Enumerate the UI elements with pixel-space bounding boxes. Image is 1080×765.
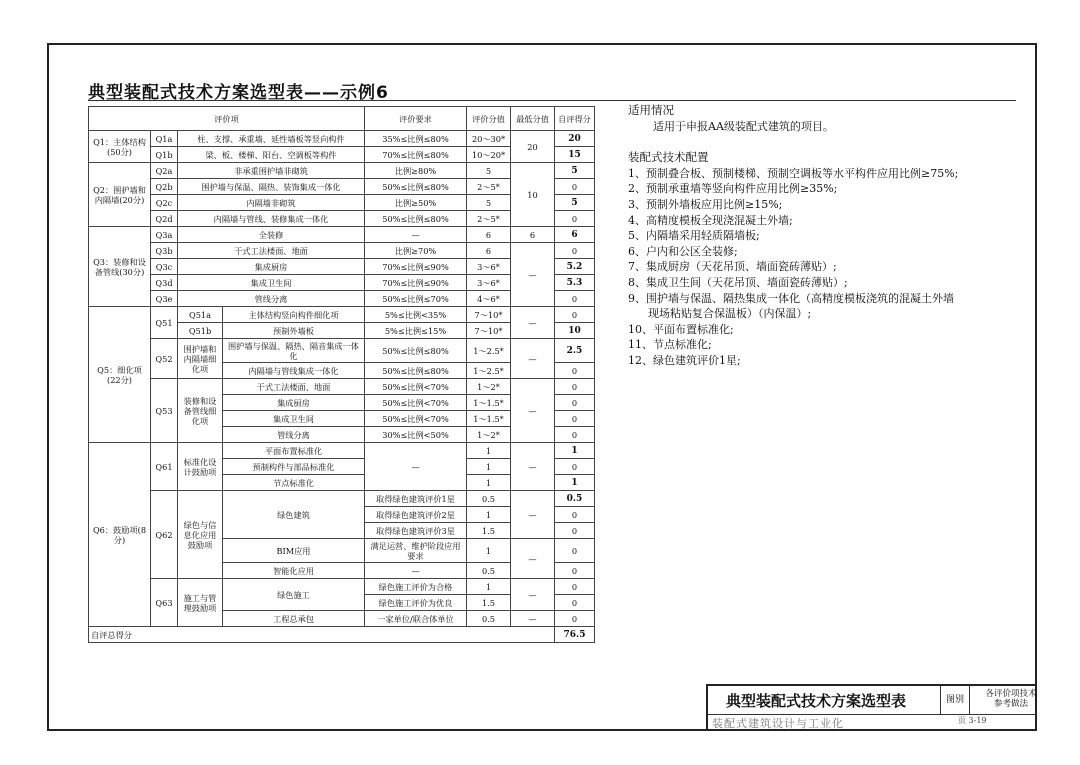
item-req: 50%≤比例≤80% — [365, 339, 467, 363]
item-score: 2～5* — [467, 179, 511, 195]
item-code: Q61 — [151, 443, 178, 491]
table-row — [89, 163, 595, 179]
header-min: 最低分值 — [511, 107, 555, 131]
item-self: 0 — [555, 243, 595, 259]
item-self: 0 — [555, 595, 595, 611]
item-code: Q51a — [178, 307, 223, 323]
item-score: 5 — [467, 195, 511, 211]
item-name: 柱、支撑、承重墙、延性墙板等竖向构件 — [178, 131, 365, 147]
item-self: 0 — [555, 427, 595, 443]
item-score: 7～10* — [467, 323, 511, 339]
item-self: 5 — [555, 163, 595, 179]
config-item: 2、预制承重墙等竖向构件应用比例≥35%; — [628, 182, 838, 196]
item-name: 工程总承包 — [223, 611, 365, 627]
item-req: 比例≥80% — [365, 163, 467, 179]
item-code: Q3b — [151, 243, 178, 259]
applicable-heading: 适用情况 — [628, 103, 674, 117]
item-req: 取得绿色建筑评价3星 — [365, 523, 467, 539]
item-req: 35%≤比例≤80% — [365, 131, 467, 147]
item-req: 比例≥50% — [365, 195, 467, 211]
selection-table — [88, 106, 595, 643]
title-underline — [88, 100, 1016, 101]
item-score: 1～2* — [467, 379, 511, 395]
item-self: 0 — [555, 507, 595, 523]
item-req: 70%≤比例≤80% — [365, 147, 467, 163]
item-score: 1 — [467, 459, 511, 475]
table-header-row — [89, 107, 595, 131]
item-name: 管线分离 — [178, 291, 365, 307]
item-score: 0.5 — [467, 611, 511, 627]
item-code: Q2c — [151, 195, 178, 211]
item-score: 1.5 — [467, 595, 511, 611]
item-req: — — [365, 443, 467, 491]
page-number: 页 3-19 — [958, 716, 987, 725]
item-min: — — [511, 307, 555, 339]
item-name: BIM应用 — [223, 539, 365, 563]
table-row — [89, 443, 595, 459]
item-score: 1 — [467, 507, 511, 523]
item-code: Q2d — [151, 211, 178, 227]
item-min: — — [511, 579, 555, 611]
item-score: 2～5* — [467, 211, 511, 227]
item-name: 节点标准化 — [223, 475, 365, 491]
item-self: 15 — [555, 147, 595, 163]
item-code: Q62 — [151, 491, 178, 579]
group-label: Q6：鼓励项(8分) — [89, 443, 151, 627]
item-req: 50%≤比例<70% — [365, 379, 467, 395]
watermark: 装配式建筑设计与工业化 — [712, 717, 844, 730]
item-self: 10 — [555, 323, 595, 339]
item-min: — — [511, 539, 555, 579]
item-name: 梁、板、楼梯、阳台、空调板等构件 — [178, 147, 365, 163]
table-row — [89, 307, 595, 323]
item-code: Q51b — [178, 323, 223, 339]
item-req: 70%≤比例≤90% — [365, 259, 467, 275]
item-code: Q1a — [151, 131, 178, 147]
item-self: 0 — [555, 611, 595, 627]
item-self: 0 — [555, 363, 595, 379]
item-req: 50%≤比例≤80% — [365, 179, 467, 195]
header-item: 评价项 — [89, 107, 365, 131]
item-code: Q52 — [151, 339, 178, 379]
item-req: 满足运营、维护阶段应用要求 — [365, 539, 467, 563]
item-self: 0 — [555, 523, 595, 539]
item-score: 5 — [467, 163, 511, 179]
item-name: 预制外墙板 — [223, 323, 365, 339]
subgroup-label: 绿色与信息化应用鼓励项 — [178, 491, 223, 579]
subgroup-label: 施工与管理鼓励项 — [178, 579, 223, 627]
item-name: 集成厨房 — [223, 395, 365, 411]
item-self: 0 — [555, 307, 595, 323]
item-req: 70%≤比例≤90% — [365, 275, 467, 291]
item-self: 0 — [555, 179, 595, 195]
item-name: 内隔墙与管线、装修集成一体化 — [178, 211, 365, 227]
total-label: 自评总得分 — [89, 627, 555, 643]
config-item: 8、集成卫生间（天花吊顶、墙面瓷砖薄贴）; — [628, 275, 848, 289]
item-req: 比例≥70% — [365, 243, 467, 259]
item-name: 围护墙与保温、隔热、隔音集成一体化 — [223, 339, 365, 363]
header-score: 评价分值 — [467, 107, 511, 131]
item-score: 6 — [467, 243, 511, 259]
item-name: 预制构件与部品标准化 — [223, 459, 365, 475]
config-item: 11、节点标准化; — [628, 338, 712, 352]
item-score: 1 — [467, 539, 511, 563]
item-score: 3～6* — [467, 275, 511, 291]
item-name: 管线分离 — [223, 427, 365, 443]
subgroup-label: 围护墙和内隔墙细化项 — [178, 339, 223, 379]
config-item: 1、预制叠合板、预制楼梯、预制空调板等水平构件应用比例≥75%; — [628, 166, 959, 180]
item-req: 绿色施工评价为合格 — [365, 579, 467, 595]
item-code: Q3d — [151, 275, 178, 291]
item-code: Q3c — [151, 259, 178, 275]
item-self: 0 — [555, 459, 595, 475]
table-row — [89, 491, 595, 507]
item-score: 1～1.5* — [467, 395, 511, 411]
item-req: 50%≤比例≤70% — [365, 291, 467, 307]
item-name: 平面布置标准化 — [223, 443, 365, 459]
item-self: 0 — [555, 395, 595, 411]
item-score: 1～2.5* — [467, 363, 511, 379]
item-score: 1～1.5* — [467, 411, 511, 427]
item-name: 干式工法楼面、地面 — [223, 379, 365, 395]
item-score: 7～10* — [467, 307, 511, 323]
item-name: 主体结构竖向构件细化项 — [223, 307, 365, 323]
config-item: 7、集成厨房（天花吊顶、墙面瓷砖薄贴）; — [628, 260, 837, 274]
item-req: — — [365, 227, 467, 243]
item-self: 0.5 — [555, 491, 595, 507]
item-name: 智能化应用 — [223, 563, 365, 579]
item-score: 10～20* — [467, 147, 511, 163]
item-min: — — [511, 379, 555, 443]
item-req: 30%≤比例<50% — [365, 427, 467, 443]
item-code: Q2a — [151, 163, 178, 179]
group-label: Q2：围护墙和内隔墙(20分) — [89, 163, 151, 227]
item-name: 内隔墙与管线集成一体化 — [223, 363, 365, 379]
config-heading: 装配式技术配置 — [628, 150, 709, 165]
item-name: 绿色施工 — [223, 579, 365, 611]
group-label: Q1：主体结构(50分) — [89, 131, 151, 163]
item-self: 6 — [555, 227, 595, 243]
item-self: 0 — [555, 411, 595, 427]
item-req: 50%≤比例≤80% — [365, 363, 467, 379]
item-self: 1 — [555, 443, 595, 459]
item-req: 绿色施工评价为优良 — [365, 595, 467, 611]
table-row — [89, 227, 595, 243]
notes-panel — [628, 103, 1028, 369]
item-self: 1 — [555, 475, 595, 491]
item-self: 0 — [555, 379, 595, 395]
item-score: 0.5 — [467, 491, 511, 507]
item-min: 20 — [511, 131, 555, 163]
config-item: 现场粘贴复合保温板）（内保温）; — [648, 307, 812, 321]
item-name: 集成卫生间 — [223, 411, 365, 427]
item-code: Q1b — [151, 147, 178, 163]
item-score: 1 — [467, 475, 511, 491]
title-block-title: 典型装配式技术方案选型表 — [726, 692, 907, 710]
table-row — [89, 579, 595, 595]
table-row — [89, 379, 595, 395]
item-code: Q63 — [151, 579, 178, 627]
item-req: 取得绿色建筑评价2星 — [365, 507, 467, 523]
applicable-text: 适用于申报AA级装配式建筑的项目。 — [653, 119, 834, 133]
item-score: 1 — [467, 579, 511, 595]
item-req: 取得绿色建筑评价1星 — [365, 491, 467, 507]
item-code: Q53 — [151, 379, 178, 443]
table-row — [89, 243, 595, 259]
config-item: 5、内隔墙采用轻质隔墙板; — [628, 229, 760, 243]
title-block-label: 图别 — [940, 686, 970, 714]
item-code: Q3e — [151, 291, 178, 307]
item-self: 0 — [555, 539, 595, 563]
item-req: 50%≤比例<70% — [365, 411, 467, 427]
subgroup-label: 标准化设计鼓励项 — [178, 443, 223, 491]
item-code: Q3a — [151, 227, 178, 243]
total-row — [89, 627, 595, 643]
header-req: 评价要求 — [365, 107, 467, 131]
item-score: 1 — [467, 443, 511, 459]
item-score: 1～2.5* — [467, 339, 511, 363]
total-value: 76.5 — [555, 627, 595, 643]
item-min: — — [511, 611, 555, 627]
item-self: 5.2 — [555, 259, 595, 275]
item-self: 0 — [555, 563, 595, 579]
header-self: 自评得分 — [555, 107, 595, 131]
item-min: 10 — [511, 163, 555, 227]
item-req: 50%≤比例<70% — [365, 395, 467, 411]
title-block — [706, 684, 1036, 730]
item-score: 20～30* — [467, 131, 511, 147]
item-name: 集成卫生间 — [178, 275, 365, 291]
config-item: 9、围护墙与保温、隔热集成一体化（高精度模板浇筑的混凝土外墙 — [628, 291, 954, 305]
item-score: 0.5 — [467, 563, 511, 579]
group-label: Q5：细化项(22分) — [89, 307, 151, 443]
item-score: 4～6* — [467, 291, 511, 307]
item-name: 干式工法楼面、地面 — [178, 243, 365, 259]
item-code: Q2b — [151, 179, 178, 195]
config-item: 3、预制外墙板应用比例≥15%; — [628, 197, 783, 211]
item-self: 5.3 — [555, 275, 595, 291]
config-item: 10、平面布置标准化; — [628, 322, 734, 336]
config-item: 6、户内和公区全装修; — [628, 244, 738, 258]
table-row — [89, 131, 595, 147]
item-self: 5 — [555, 195, 595, 211]
config-item: 12、绿色建筑评价1星; — [628, 353, 741, 367]
item-name: 非承重围护墙非砌筑 — [178, 163, 365, 179]
item-self: 0 — [555, 211, 595, 227]
item-req: 5%≤比例≤15% — [365, 323, 467, 339]
item-score: 3～6* — [467, 259, 511, 275]
config-item: 4、高精度模板全现浇混凝土外墙; — [628, 213, 793, 227]
item-self: 20 — [555, 131, 595, 147]
item-score: 6 — [467, 227, 511, 243]
item-self: 2.5 — [555, 339, 595, 363]
item-score: 1～2* — [467, 427, 511, 443]
page-title: 典型装配式技术方案选型表——示例6 — [88, 83, 389, 103]
item-min: — — [511, 243, 555, 307]
table-row — [89, 339, 595, 363]
item-self: 0 — [555, 291, 595, 307]
item-min: — — [511, 491, 555, 539]
item-name: 围护墙与保温、隔热、装饰集成一体化 — [178, 179, 365, 195]
item-name: 集成厨房 — [178, 259, 365, 275]
group-label: Q3：装修和设备管线(30分) — [89, 227, 151, 307]
item-min: 6 — [511, 227, 555, 243]
item-req: 50%≤比例≤80% — [365, 211, 467, 227]
subgroup-label: 装修和设备管线细化项 — [178, 379, 223, 443]
title-block-value: 各评价项技术参考做法 — [985, 689, 1037, 709]
item-code: Q51 — [151, 307, 178, 339]
item-self: 0 — [555, 579, 595, 595]
item-min: — — [511, 443, 555, 491]
item-name: 内隔墙非砌筑 — [178, 195, 365, 211]
item-req: — — [365, 563, 467, 579]
item-req: 5%≤比例<35% — [365, 307, 467, 323]
item-score: 1.5 — [467, 523, 511, 539]
item-name: 全装修 — [178, 227, 365, 243]
item-req: 一家单位/联合体单位 — [365, 611, 467, 627]
item-name: 绿色建筑 — [223, 491, 365, 539]
item-min: — — [511, 339, 555, 379]
